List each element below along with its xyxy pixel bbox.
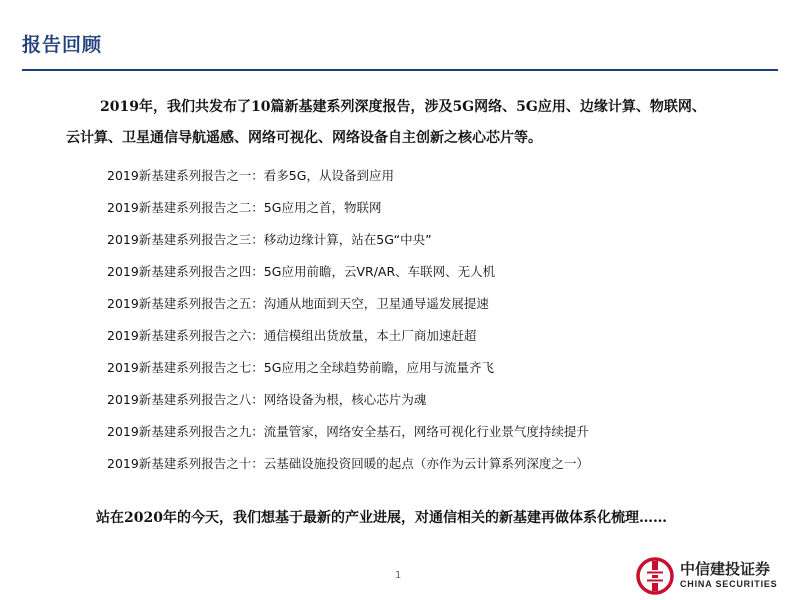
report-item: 2019新基建系列报告之八：网络设备为根，核心芯片为魂: [107, 392, 427, 407]
page-title: 报告回顾: [22, 34, 103, 56]
report-item: 2019新基建系列报告之一：看多5G，从设备到应用: [107, 168, 394, 183]
page-number: 1: [395, 570, 402, 581]
intro-line-1: 2019年，我们共发布了10篇新基建系列深度报告，涉及5G网络、5G应用、边缘计算、物联网、: [100, 99, 706, 115]
closing-statement: 站在2020年的今天，我们想基于最新的产业进展，对通信相关的新基建再做体系化梳理……: [96, 510, 667, 526]
report-item: 2019新基建系列报告之七：5G应用之全球趋势前瞻，应用与流量齐飞: [107, 360, 494, 375]
title-divider: [22, 69, 778, 71]
report-list: [107, 166, 589, 486]
report-item: 2019新基建系列报告之九：流量管家，网络安全基石，网络可视化行业景气度持续提升: [107, 424, 589, 439]
report-item: 2019新基建系列报告之三：移动边缘计算，站在5G“中央”: [107, 232, 432, 247]
report-item: 2019新基建系列报告之五：沟通从地面到天空，卫星通导遥发展提速: [107, 296, 489, 311]
logo-text-cn: 中信建投证券: [680, 560, 771, 578]
logo-text-en: CHINA SECURITIES: [680, 579, 778, 589]
company-logo: [636, 557, 786, 595]
report-item: 2019新基建系列报告之六：通信模组出货放量，本土厂商加速赶超: [107, 328, 477, 343]
report-item: 2019新基建系列报告之四：5G应用前瞻，云VR/AR、车联网、无人机: [107, 264, 496, 279]
report-item: 2019新基建系列报告之二：5G应用之首，物联网: [107, 200, 382, 215]
intro-paragraph: [66, 92, 746, 154]
intro-line-2: 云计算、卫星通信导航遥感、网络可视化、网络设备自主创新之核心芯片等。: [66, 130, 542, 146]
china-securities-logo-icon: [636, 557, 674, 595]
report-item: 2019新基建系列报告之十：云基础设施投资回暖的起点（亦作为云计算系列深度之一）: [107, 456, 589, 471]
